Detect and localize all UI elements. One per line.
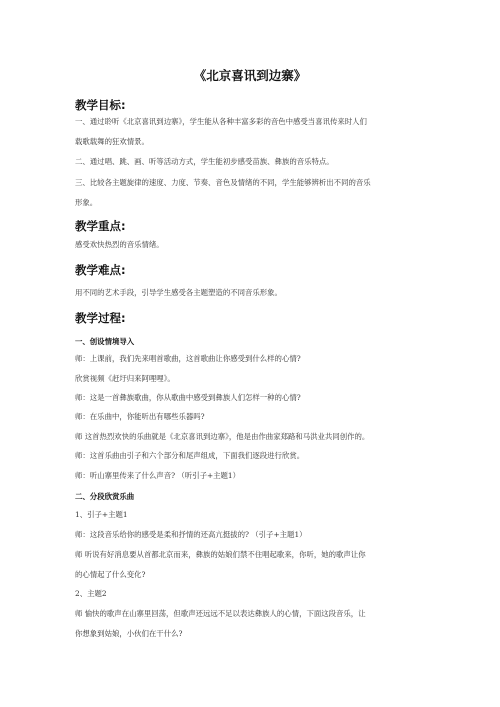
paragraph-4: 师：在乐曲中，你能听出有哪些乐器吗? — [75, 412, 205, 421]
paragraph-3: 师：这是一首彝族歌曲，你从歌曲中感受到彝族人们怎样一种的心情? — [75, 393, 301, 402]
paragraph-7: 师：听山寨里传来了什么声音? （听引子+主题1） — [75, 471, 241, 480]
paragraph-12-line-1: 师 愉快的歌声在山寨里回荡，但歌声还远远不足以表达彝族人的心情，下面这段音乐，让 — [75, 609, 366, 618]
paragraph-5: 师 这首热烈欢快的乐曲就是《北京喜讯到边寨》，他是由作曲家郑路和马洪业共同创作的。 — [75, 432, 370, 441]
goal-3-line-2: 形象。 — [75, 198, 98, 207]
section-1-heading: 一、创设情境导入 — [75, 337, 135, 346]
paragraph-10-line-2: 的心情起了什么变化? — [75, 570, 146, 579]
paragraph-12-line-2: 你想象到姑娘，小伙们在干什么? — [75, 629, 183, 638]
difficulties-text: 用不同的艺术手段，引导学生感受各主题塑造的不同音乐形象。 — [75, 288, 282, 297]
paragraph-1: 师：上课前，我们先来唱首歌曲，这首歌曲让你感受到什么样的心情? — [75, 354, 301, 363]
paragraph-2: 欣赏视频《赶圩归来阿哩哩》。 — [75, 374, 175, 383]
process-heading: 教学过程: — [75, 311, 126, 325]
key-points-text: 感受欢快热烈的音乐情绪。 — [75, 240, 164, 249]
paragraph-9: 师：这段音乐给你的感受是柔和抒情的还高亢挺拔的? （引子+主题1） — [75, 530, 307, 539]
goal-1-line-2: 载歌载舞的狂欢情景。 — [75, 137, 149, 146]
paragraph-6: 师：这首乐曲由引子和六个部分和尾声组成，下面我们逐段进行欣赏。 — [75, 451, 305, 460]
goal-2: 二、通过唱、跳、画、听等活动方式，学生能初步感受苗族、彝族的音乐特点。 — [75, 157, 334, 166]
difficulties-heading: 教学难点: — [75, 263, 126, 277]
document-title: 《北京喜讯到边寨》 — [193, 68, 307, 83]
paragraph-8: 1、引子+主题1 — [75, 510, 128, 519]
goal-3-line-1: 三、比较各主题旋律的速度、力度、节奏、音色及情绪的不同，学生能够辨析出不同的音乐 — [75, 178, 371, 187]
section-2-heading: 二、分段欣赏乐曲 — [75, 492, 135, 501]
key-points-heading: 教学重点: — [75, 219, 126, 233]
goal-1-line-1: 一、通过聆听《北京喜讯到边寨》，学生能从各种丰富多彩的音色中感受当喜讯传来时人们 — [75, 117, 367, 126]
goals-heading: 教学目标: — [75, 98, 126, 112]
paragraph-10-line-1: 师 听说有好消息要从首都北京而来，彝族的姑娘们禁不住唱起歌来，你听，她的歌声让你 — [75, 550, 366, 559]
paragraph-11: 2、主题2 — [75, 589, 107, 598]
